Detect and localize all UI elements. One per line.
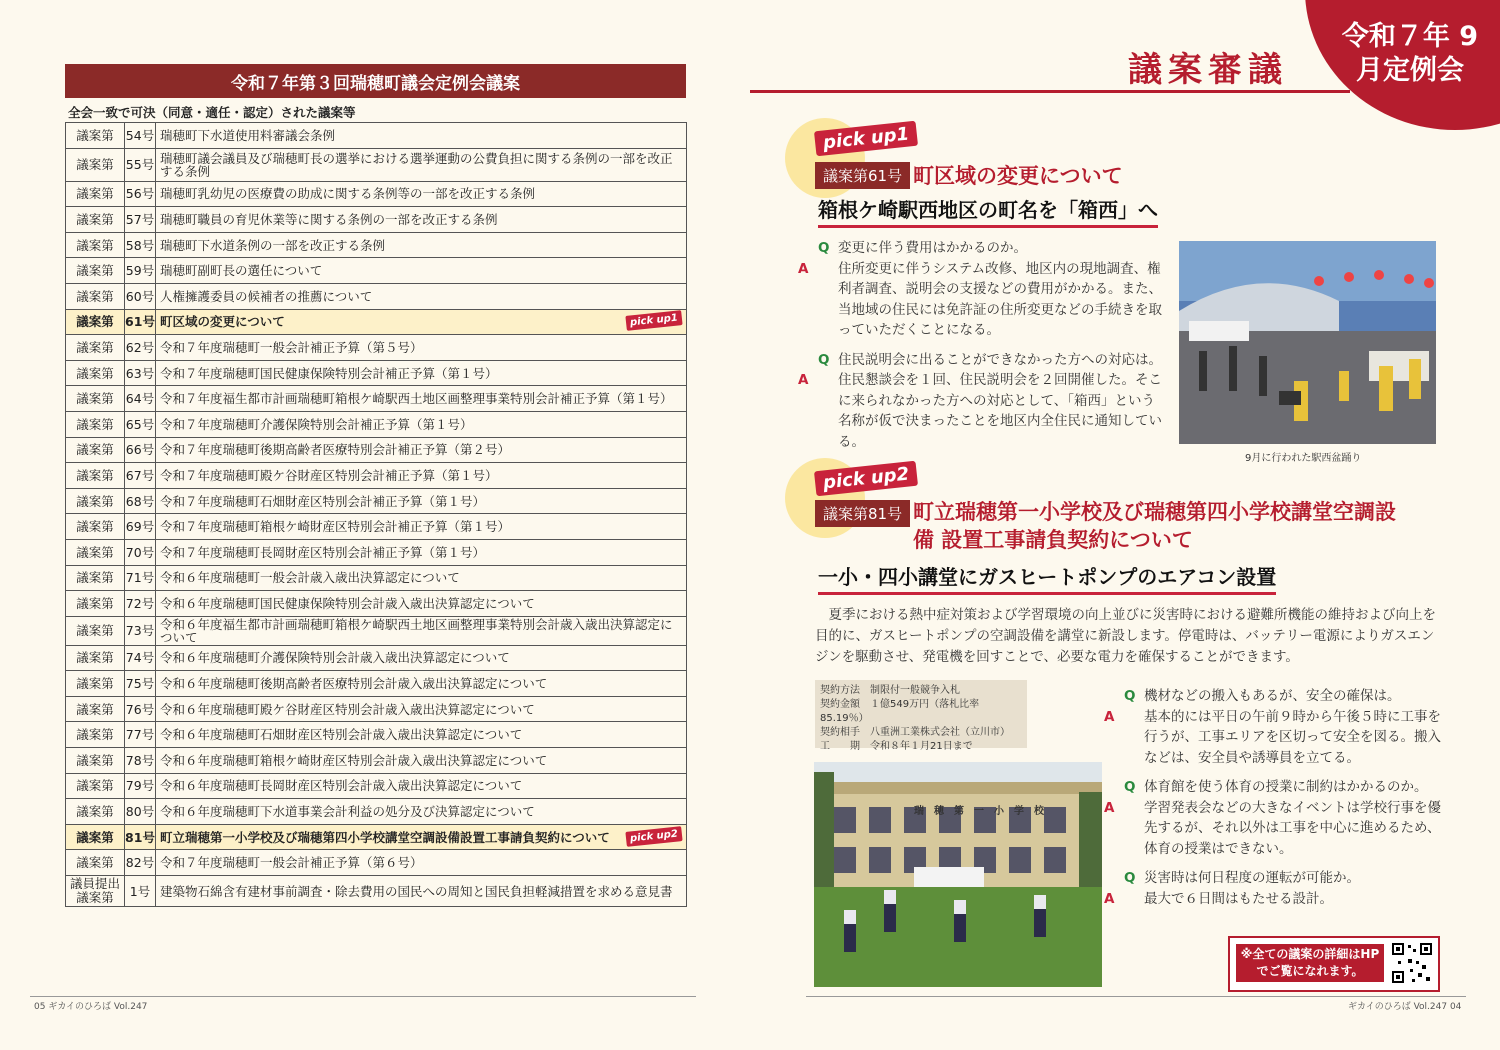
title-underline — [750, 90, 1350, 93]
bill-title — [156, 799, 687, 825]
bill-type: 議案第 — [66, 335, 125, 361]
qa-item — [798, 370, 1163, 452]
bill-title — [156, 232, 687, 258]
bill-type: 議案第 — [66, 148, 125, 181]
qa-text: 住民懇談会を１回、住民説明会を２回開催した。そこに来られなかった方への対応として、「箱西」という名称が仮で決まったことを地区内全住民に通知している。 — [838, 372, 1162, 450]
bill-number: 80号 — [125, 799, 156, 825]
bill-title — [156, 386, 687, 412]
bill-type: 議案第 — [66, 722, 125, 748]
bill-type: 議案第 — [66, 824, 125, 850]
bill-number: 60号 — [125, 283, 156, 309]
bill-type: 議案第 — [66, 850, 125, 876]
bill-number: 79号 — [125, 773, 156, 799]
table-row — [66, 876, 687, 907]
bill-number: 82号 — [125, 850, 156, 876]
q-mark: Q — [818, 351, 830, 368]
qa-item — [1104, 889, 1442, 910]
bill-title — [156, 309, 687, 335]
bill-title-text: 令和６年度瑞穂町下水道事業会計利益の処分及び決算認定について — [160, 804, 535, 820]
festival-photo — [1179, 241, 1436, 444]
bill-number: 1号 — [125, 876, 156, 907]
bill-title-text: 令和７年度瑞穂町後期高齢者医療特別会計補正予算（第２号） — [160, 442, 511, 458]
table-row — [66, 411, 687, 437]
bill-title — [156, 123, 687, 149]
pick-up-badge: pick up1 — [625, 310, 682, 331]
pick2-subheading: 一小・四小講堂にガスヒートポンプのエアコン設置 — [818, 561, 1276, 595]
table-row — [66, 773, 687, 799]
bill-type: 議案第 — [66, 514, 125, 540]
pick1-bill-tag: 議案第61号 — [815, 162, 910, 189]
bill-type: 議案第 — [66, 232, 125, 258]
qa-item — [1104, 707, 1442, 769]
pick2-tag: pick up2 — [814, 461, 918, 497]
a-mark: A — [798, 260, 809, 277]
bill-number: 54号 — [125, 123, 156, 149]
bill-number: 62号 — [125, 335, 156, 361]
bill-title-text: 令和６年度福生都市計画瑞穂町箱根ケ崎駅西土地区画整理事業特別会計歳入歳出決算認定について — [160, 616, 673, 645]
bill-title — [156, 539, 687, 565]
qa-text: 機材などの搬入もあるが、安全の確保は。 — [1144, 688, 1401, 704]
table-row — [66, 437, 687, 463]
pick2-qa — [1104, 686, 1442, 909]
bill-title — [156, 488, 687, 514]
qa-item — [1124, 777, 1442, 798]
footer-right: ギカイのひろば Vol.247 04 — [1348, 1002, 1462, 1012]
table-row — [66, 207, 687, 233]
bill-type: 議案第 — [66, 463, 125, 489]
table-row — [66, 539, 687, 565]
corner-badge-text: 令和７年 9月定例会 — [1341, 21, 1479, 86]
contract-line: 契約金額 １億549万円（落札比率85.19％） — [820, 699, 980, 724]
pick1-heading: 町区域の変更について — [913, 164, 1123, 188]
bill-type: 議案第 — [66, 565, 125, 591]
bill-title-text: 人権擁護委員の候補者の推薦について — [160, 288, 373, 304]
table-row — [66, 565, 687, 591]
bill-number: 75号 — [125, 671, 156, 697]
pick1-subheading: 箱根ケ崎駅西地区の町名を「箱西」へ — [818, 194, 1158, 228]
bill-number: 71号 — [125, 565, 156, 591]
qa-text: 基本的には平日の午前９時から午後５時に工事を行うが、工事エリアを区切って安全を図る。搬入などは、安全員や誘導員を立てる。 — [1144, 708, 1441, 766]
bill-title-text: 令和７年度瑞穂町一般会計補正予算（第５号） — [160, 339, 423, 355]
bill-type: 議案第 — [66, 773, 125, 799]
bill-title — [156, 283, 687, 309]
bill-title-text: 令和７年度瑞穂町長岡財産区特別会計補正予算（第１号） — [160, 544, 486, 560]
bill-type: 議案第 — [66, 488, 125, 514]
table-row — [66, 463, 687, 489]
qa-item — [818, 350, 1163, 371]
qa-item — [1124, 686, 1442, 707]
bill-title — [156, 514, 687, 540]
a-mark: A — [1104, 799, 1115, 816]
bill-type: 議員提出議案第 — [66, 876, 125, 907]
photo-caption: 9月に行われた駅西盆踊り — [1245, 453, 1362, 464]
table-row — [66, 335, 687, 361]
bill-title-text: 令和７年度瑞穂町殿ケ谷財産区特別会計補正予算（第１号） — [160, 467, 498, 483]
table-row — [66, 671, 687, 697]
school-photo — [814, 762, 1102, 987]
table-row — [66, 309, 687, 335]
bill-number: 57号 — [125, 207, 156, 233]
table-row — [66, 645, 687, 671]
table-row — [66, 850, 687, 876]
table-row — [66, 148, 687, 181]
bills-table — [65, 122, 687, 907]
table-row — [66, 360, 687, 386]
bill-type: 議案第 — [66, 696, 125, 722]
bill-title — [156, 335, 687, 361]
bill-type: 議案第 — [66, 591, 125, 617]
table-row — [66, 799, 687, 825]
qa-item — [1104, 798, 1442, 860]
pick2-bill-tag: 議案第81号 — [815, 500, 910, 527]
qa-text: 住民説明会に出ることができなかった方への対応は。 — [838, 351, 1162, 368]
table-row — [66, 748, 687, 774]
table-row — [66, 824, 687, 850]
bill-title — [156, 411, 687, 437]
bill-title — [156, 722, 687, 748]
q-mark: Q — [1124, 779, 1136, 795]
bill-title-text: 瑞穂町乳幼児の医療費の助成に関する条例等の一部を改正する条例 — [160, 186, 536, 202]
bill-title — [156, 824, 687, 850]
bill-type: 議案第 — [66, 360, 125, 386]
bill-title — [156, 207, 687, 233]
bill-title-text: 令和６年度瑞穂町石畑財産区特別会計歳入歳出決算認定について — [160, 727, 523, 743]
pick2-heading: 町立瑞穂第一小学校及び瑞穂第四小学校講堂空調設備 設置工事請負契約について — [913, 500, 1396, 552]
bill-title — [156, 360, 687, 386]
bill-type: 議案第 — [66, 437, 125, 463]
bill-title — [156, 876, 687, 907]
bill-type: 議案第 — [66, 258, 125, 284]
a-mark: A — [798, 372, 809, 388]
table-row — [66, 123, 687, 149]
table-row — [66, 591, 687, 617]
bill-type: 議案第 — [66, 616, 125, 645]
page-title: 議案審議 — [1128, 50, 1288, 90]
bill-number: 77号 — [125, 722, 156, 748]
table-row — [66, 386, 687, 412]
bill-title-text: 瑞穂町職員の育児休業等に関する条例の一部を改正する条例 — [160, 211, 498, 227]
q-mark: Q — [1124, 688, 1136, 704]
bill-title — [156, 591, 687, 617]
bill-type: 議案第 — [66, 748, 125, 774]
bill-title-text: 令和６年度瑞穂町箱根ケ崎財産区特別会計歳入歳出決算認定について — [160, 752, 548, 768]
qa-text: 変更に伴う費用はかかるのか。 — [838, 240, 1027, 256]
q-mark: Q — [1124, 870, 1136, 886]
table-row — [66, 722, 687, 748]
bill-title-text: 瑞穂町下水道使用料審議会条例 — [160, 127, 336, 143]
table-row — [66, 488, 687, 514]
bill-number: 76号 — [125, 696, 156, 722]
bill-number: 58号 — [125, 232, 156, 258]
table-row — [66, 181, 687, 207]
bill-title-text: 令和６年度瑞穂町介護保険特別会計歳入歳出決算認定について — [160, 650, 510, 666]
bill-title-text: 建築物石綿含有建材事前調査・除去費用の国民への周知と国民負担軽減措置を求める意見書 — [160, 883, 673, 899]
bill-title — [156, 181, 687, 207]
bill-title-text: 瑞穂町下水道条例の一部を改正する条例 — [160, 237, 386, 253]
bill-number: 66号 — [125, 437, 156, 463]
bill-title-text: 瑞穂町副町長の選任について — [160, 263, 323, 279]
bill-title — [156, 850, 687, 876]
bill-number: 64号 — [125, 386, 156, 412]
bill-title — [156, 696, 687, 722]
bill-type: 議案第 — [66, 123, 125, 149]
bill-number: 65号 — [125, 411, 156, 437]
bill-title-text: 令和６年度瑞穂町後期高齢者医療特別会計歳入歳出決算認定について — [160, 676, 548, 692]
qa-text: 最大で６日間はもたせる設計。 — [1144, 890, 1333, 907]
hp-note-text: ※全ての議案の詳細はHPでご覧になれます。 — [1236, 944, 1384, 982]
bill-title — [156, 258, 687, 284]
bill-type: 議案第 — [66, 671, 125, 697]
bill-title-text: 瑞穂町議会議員及び瑞穂町長の選挙における選挙運動の公費負担に関する条例の一部を改正する条例 — [160, 150, 673, 179]
bill-title-text: 令和７年度瑞穂町一般会計補正予算（第６号） — [160, 855, 423, 871]
pick1-qa — [798, 238, 1163, 452]
bill-title — [156, 148, 687, 181]
qa-text: 災害時は何日程度の運転が可能か。 — [1144, 870, 1360, 886]
bill-title-text: 令和６年度瑞穂町国民健康保険特別会計歳入歳出決算認定について — [160, 595, 535, 611]
table-title: 令和７年第３回瑞穂町議会定例会議案 — [65, 64, 686, 98]
bill-type: 議案第 — [66, 411, 125, 437]
bill-title-text: 令和７年度瑞穂町国民健康保険特別会計補正予算（第１号） — [160, 365, 498, 381]
bill-title — [156, 616, 687, 645]
bill-title — [156, 463, 687, 489]
qa-item — [818, 238, 1163, 259]
bill-title-text: 令和７年度瑞穂町介護保険特別会計補正予算（第１号） — [160, 416, 473, 432]
pick1-tag: pick up1 — [814, 121, 918, 157]
bill-number: 67号 — [125, 463, 156, 489]
bill-number: 61号 — [125, 309, 156, 335]
bill-title — [156, 645, 687, 671]
pick-up-badge: pick up2 — [625, 826, 682, 847]
hp-note[interactable] — [1228, 936, 1440, 992]
bill-number: 55号 — [125, 148, 156, 181]
bill-number: 63号 — [125, 360, 156, 386]
bill-number: 72号 — [125, 591, 156, 617]
qa-text: 学習発表会などの大きなイベントは学校行事を優先するが、それ以外は工事を中心に進めるため、体育の授業はできない。 — [1144, 799, 1441, 857]
bill-type: 議案第 — [66, 283, 125, 309]
bill-type: 議案第 — [66, 207, 125, 233]
bill-title-text: 町立瑞穂第一小学校及び瑞穂第四小学校講堂空調設備設置工事請負契約について — [160, 829, 610, 845]
school-sign: 瑞穂第一小学校 — [914, 806, 1054, 817]
table-subtitle: 全会一致で可決（同意・適任・認定）された議案等 — [68, 105, 356, 120]
table-row — [66, 514, 687, 540]
bill-type: 議案第 — [66, 799, 125, 825]
bill-title-text: 令和６年度瑞穂町殿ケ谷財産区特別会計歳入歳出決算認定について — [160, 701, 535, 717]
a-mark: A — [1104, 708, 1115, 725]
bill-title — [156, 565, 687, 591]
contract-box — [815, 680, 1027, 752]
qa-item — [1124, 868, 1442, 889]
bill-title — [156, 773, 687, 799]
bill-title-text: 令和７年度福生都市計画瑞穂町箱根ケ崎駅西土地区画整理事業特別会計補正予算（第１号） — [160, 391, 673, 407]
table-row — [66, 232, 687, 258]
table-row — [66, 283, 687, 309]
footer-rule-right — [806, 996, 1466, 997]
bill-number: 68号 — [125, 488, 156, 514]
bill-number: 74号 — [125, 645, 156, 671]
bill-title-text: 令和６年度瑞穂町一般会計歳入歳出決算認定について — [160, 570, 460, 586]
bill-title — [156, 437, 687, 463]
table-row — [66, 616, 687, 645]
qr-code-icon[interactable] — [1390, 941, 1434, 985]
footer-rule-left — [30, 996, 696, 997]
contract-line: 工 期 令和８年１月21日まで — [820, 741, 973, 752]
bill-title — [156, 671, 687, 697]
qa-text: 体育館を使う体育の授業に制約はかかるのか。 — [1144, 779, 1428, 795]
contract-line: 契約相手 八重洲工業株式会社（立川市） — [820, 727, 1010, 738]
a-mark: A — [1104, 890, 1115, 907]
bill-type: 議案第 — [66, 309, 125, 335]
q-mark: Q — [818, 240, 830, 256]
bill-title-text: 令和７年度瑞穂町石畑財産区特別会計補正予算（第１号） — [160, 493, 486, 509]
contract-line: 契約方法 制限付一般競争入札 — [820, 685, 960, 696]
bill-type: 議案第 — [66, 386, 125, 412]
table-row — [66, 696, 687, 722]
bill-title-text: 令和７年度瑞穂町箱根ケ崎財産区特別会計補正予算（第１号） — [160, 519, 511, 535]
pick2-body: 夏季における熱中症対策および学習環境の向上並びに災害時における避難所機能の維持および向上を目的に、ガスヒートポンプの空調設備を講堂に新設します。停電時は、バッテリー電源によりガスエンジンを駆動させ、発電機を回すことで、必要な電力を確保することができます。 — [815, 607, 1436, 665]
bill-type: 議案第 — [66, 181, 125, 207]
bill-number: 69号 — [125, 514, 156, 540]
qa-item — [798, 259, 1163, 341]
bill-title — [156, 748, 687, 774]
bill-number: 73号 — [125, 616, 156, 645]
bill-number: 70号 — [125, 539, 156, 565]
bill-title-text: 令和６年度瑞穂町長岡財産区特別会計歳入歳出決算認定について — [160, 778, 523, 794]
qa-text: 住所変更に伴うシステム改修、地区内の現地調査、権利者調査、説明会の支援などの費用がかかる。また、当地域の住民には免許証の住所変更などの手続きを取っていただくことになる。 — [838, 260, 1162, 338]
bill-number: 78号 — [125, 748, 156, 774]
bill-number: 59号 — [125, 258, 156, 284]
bill-type: 議案第 — [66, 645, 125, 671]
footer-left: 05 ギカイのひろば Vol.247 — [34, 1002, 148, 1012]
bill-type: 議案第 — [66, 539, 125, 565]
bill-title-text: 町区域の変更について — [160, 314, 285, 330]
bill-number: 81号 — [125, 824, 156, 850]
bill-number: 56号 — [125, 181, 156, 207]
table-row — [66, 258, 687, 284]
